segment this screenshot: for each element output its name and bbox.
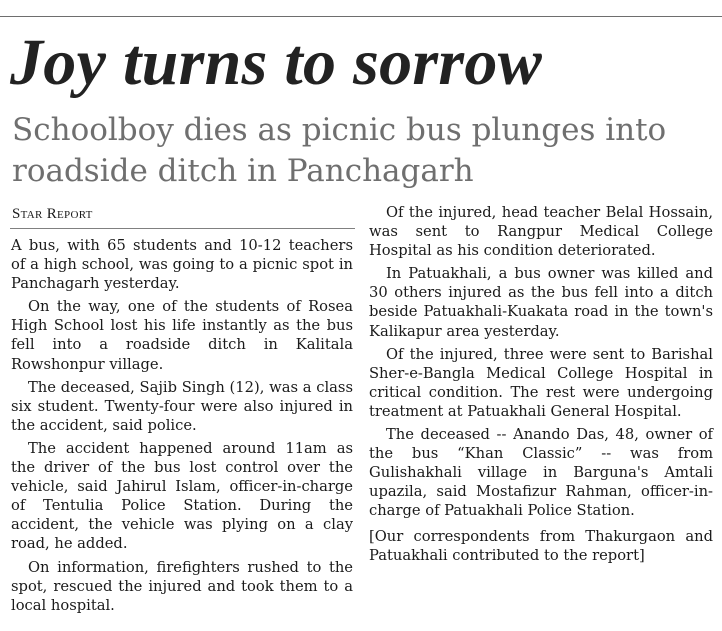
headline: Joy turns to sorrow: [10, 26, 543, 99]
paragraph: Of the injured, head teacher Belal Hossain, was sent to Rangpur Medical College Hospital as his condition deteriorated.: [369, 204, 713, 260]
paragraph: In Patuakhali, a bus owner was killed and 30 others injured as the bus fell into a ditch beside Patuakhali-Kuakata road in the town's Kalikapur area yesterday.: [369, 265, 713, 340]
paragraph: Of the injured, three were sent to Barishal Sher-e-Bangla Medical College Hospital in critical condition. The rest were undergoing treatment at Patuakhali General Hospital.: [369, 345, 713, 420]
paragraph: A bus, with 65 students and 10-12 teachers of a high school, was going to a picnic spot in Panchagarh yesterday.: [11, 237, 353, 293]
paragraph: The deceased -- Anando Das, 48, owner of the bus “Khan Classic” -- was from Gulishakhali village in Barguna's Amtali upazila, said Mostafizur Rahman, officer-in-charge of Patuakhali Police Station.: [369, 426, 713, 520]
paragraph: On information, firefighters rushed to the spot, rescued the injured and took them to a local hospital.: [11, 558, 353, 614]
correspondent-note: [Our correspondents from Thakurgaon and Patuakhali contributed to the report]: [369, 527, 713, 564]
subheadline: Schoolboy dies as picnic bus plunges into roadside ditch in Panchagarh: [12, 112, 667, 189]
byline: Star Report: [12, 206, 93, 222]
top-rule: [0, 16, 722, 17]
right-column: [369, 203, 713, 569]
paragraph: On the way, one of the students of Rosea High School lost his life instantly as the bus fell into a roadside ditch in Kalitala Rowshonpur village.: [11, 298, 353, 373]
paragraph: The accident happened around 11am as the driver of the bus lost control over the vehicle, said Jahirul Islam, officer-in-charge of Tentulia Police Station. During the accident, the vehicle was plying on a clay road, he added.: [11, 439, 353, 553]
paragraph: The deceased, Sajib Singh (12), was a class six student. Twenty-four were also injured in the accident, said police.: [11, 378, 353, 434]
left-column: [11, 236, 353, 619]
byline-rule: [10, 228, 355, 229]
